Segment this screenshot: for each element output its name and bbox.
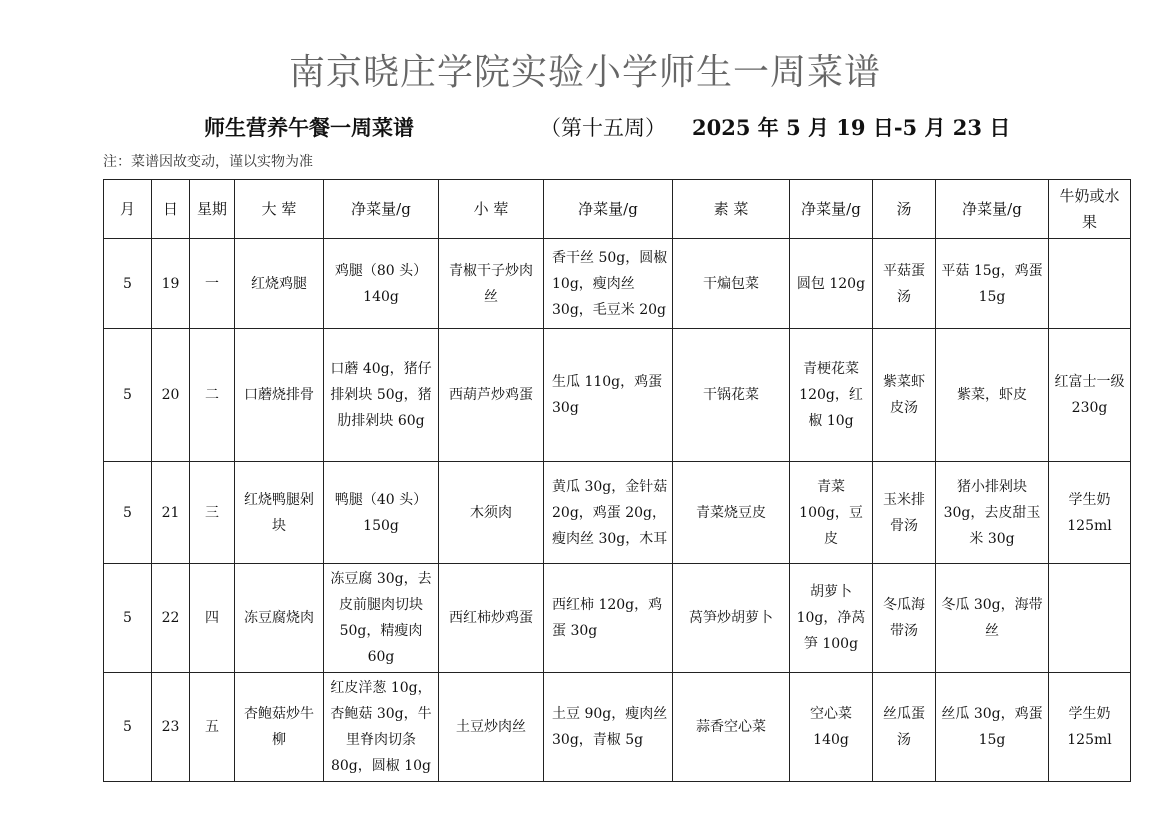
table-row	[104, 462, 1131, 564]
cell-side-meat: 土豆炒肉丝	[439, 673, 544, 782]
table-row	[104, 239, 1131, 329]
cell-day: 19	[152, 239, 190, 329]
cell-weekday: 二	[190, 329, 235, 462]
cell-soup: 冬瓜海带汤	[873, 564, 936, 673]
cell-weekday: 五	[190, 673, 235, 782]
cell-veg-qty: 胡萝卜 10g，净莴笋 100g	[790, 564, 873, 673]
cell-main-qty: 鸡腿（80 头）140g	[324, 239, 439, 329]
cell-veg: 蒜香空心菜	[673, 673, 790, 782]
cell-month: 5	[104, 329, 152, 462]
cell-veg: 干煸包菜	[673, 239, 790, 329]
header-main-meat: 大 荤	[235, 180, 324, 239]
cell-veg: 青菜烧豆皮	[673, 462, 790, 564]
header-day: 日	[152, 180, 190, 239]
cell-veg-qty: 圆包 120g	[790, 239, 873, 329]
table-row	[104, 564, 1131, 673]
cell-main-qty: 鸭腿（40 头）150g	[324, 462, 439, 564]
cell-main-qty: 红皮洋葱 10g，杏鲍菇 30g，牛里脊肉切条 80g，圆椒 10g	[324, 673, 439, 782]
header-milk-fruit: 牛奶或水果	[1049, 180, 1131, 239]
cell-day: 21	[152, 462, 190, 564]
cell-month: 5	[104, 564, 152, 673]
header-side-qty: 净菜量/g	[544, 180, 673, 239]
cell-main-meat: 红烧鸡腿	[235, 239, 324, 329]
page-title: 南京晓庄学院实验小学师生一周菜谱	[288, 52, 881, 93]
cell-soup-qty: 冬瓜 30g，海带丝	[936, 564, 1049, 673]
cell-soup-qty: 紫菜，虾皮	[936, 329, 1049, 462]
cell-side-qty: 香干丝 50g，圆椒 10g，瘦肉丝 30g，毛豆米 20g	[544, 239, 673, 329]
cell-side-meat: 青椒干子炒肉丝	[439, 239, 544, 329]
cell-soup: 玉米排骨汤	[873, 462, 936, 564]
header-soup: 汤	[873, 180, 936, 239]
header-soup-qty: 净菜量/g	[936, 180, 1049, 239]
cell-side-qty: 土豆 90g，瘦肉丝 30g，青椒 5g	[544, 673, 673, 782]
header-month: 月	[104, 180, 152, 239]
cell-milk-fruit: 红富士一级 230g	[1049, 329, 1131, 462]
cell-main-qty: 口蘑 40g，猪仔排剁块 50g，猪肋排剁块 60g	[324, 329, 439, 462]
cell-side-meat: 西葫芦炒鸡蛋	[439, 329, 544, 462]
cell-day: 23	[152, 673, 190, 782]
cell-veg-qty: 青菜 100g，豆皮	[790, 462, 873, 564]
header-weekday: 星期	[190, 180, 235, 239]
cell-veg-qty: 青梗花菜 120g，红椒 10g	[790, 329, 873, 462]
menu-note: 注：菜谱因故变动，谨以实物为准	[103, 154, 313, 170]
cell-month: 5	[104, 462, 152, 564]
cell-side-meat: 木须肉	[439, 462, 544, 564]
cell-main-meat: 杏鲍菇炒牛柳	[235, 673, 324, 782]
table-row	[104, 673, 1131, 782]
subtitle-label: 师生营养午餐一周菜谱	[204, 115, 414, 140]
cell-soup: 紫菜虾皮汤	[873, 329, 936, 462]
header-side-meat: 小 荤	[439, 180, 544, 239]
table-row	[104, 329, 1131, 462]
header-main-qty: 净菜量/g	[324, 180, 439, 239]
subtitle-week: （第十五周）	[540, 116, 666, 140]
cell-main-qty: 冻豆腐 30g，去皮前腿肉切块 50g，精瘦肉 60g	[324, 564, 439, 673]
cell-side-qty: 黄瓜 30g，金针菇 20g，鸡蛋 20g，瘦肉丝 30g，木耳	[544, 462, 673, 564]
cell-weekday: 一	[190, 239, 235, 329]
cell-veg: 莴笋炒胡萝卜	[673, 564, 790, 673]
cell-veg-qty: 空心菜 140g	[790, 673, 873, 782]
cell-main-meat: 口蘑烧排骨	[235, 329, 324, 462]
cell-soup-qty: 平菇 15g，鸡蛋 15g	[936, 239, 1049, 329]
cell-month: 5	[104, 673, 152, 782]
table-header-row	[104, 180, 1131, 239]
cell-soup: 丝瓜蛋汤	[873, 673, 936, 782]
cell-side-qty: 生瓜 110g，鸡蛋 30g	[544, 329, 673, 462]
header-veg: 素 菜	[673, 180, 790, 239]
cell-main-meat: 红烧鸭腿剁块	[235, 462, 324, 564]
cell-day: 22	[152, 564, 190, 673]
cell-milk-fruit: 学生奶 125ml	[1049, 673, 1131, 782]
cell-milk-fruit: 学生奶 125ml	[1049, 462, 1131, 564]
cell-soup-qty: 猪小排剁块 30g，去皮甜玉米 30g	[936, 462, 1049, 564]
subtitle-date-range: 2025 年 5 月 19 日-5 月 23 日	[692, 115, 1011, 140]
cell-month: 5	[104, 239, 152, 329]
cell-side-qty: 西红柿 120g，鸡蛋 30g	[544, 564, 673, 673]
cell-weekday: 三	[190, 462, 235, 564]
cell-weekday: 四	[190, 564, 235, 673]
cell-day: 20	[152, 329, 190, 462]
cell-main-meat: 冻豆腐烧肉	[235, 564, 324, 673]
cell-soup: 平菇蛋汤	[873, 239, 936, 329]
cell-milk-fruit	[1049, 239, 1131, 329]
weekly-menu-table	[103, 179, 1131, 782]
cell-soup-qty: 丝瓜 30g，鸡蛋 15g	[936, 673, 1049, 782]
cell-milk-fruit	[1049, 564, 1131, 673]
header-veg-qty: 净菜量/g	[790, 180, 873, 239]
cell-veg: 干锅花菜	[673, 329, 790, 462]
cell-side-meat: 西红柿炒鸡蛋	[439, 564, 544, 673]
